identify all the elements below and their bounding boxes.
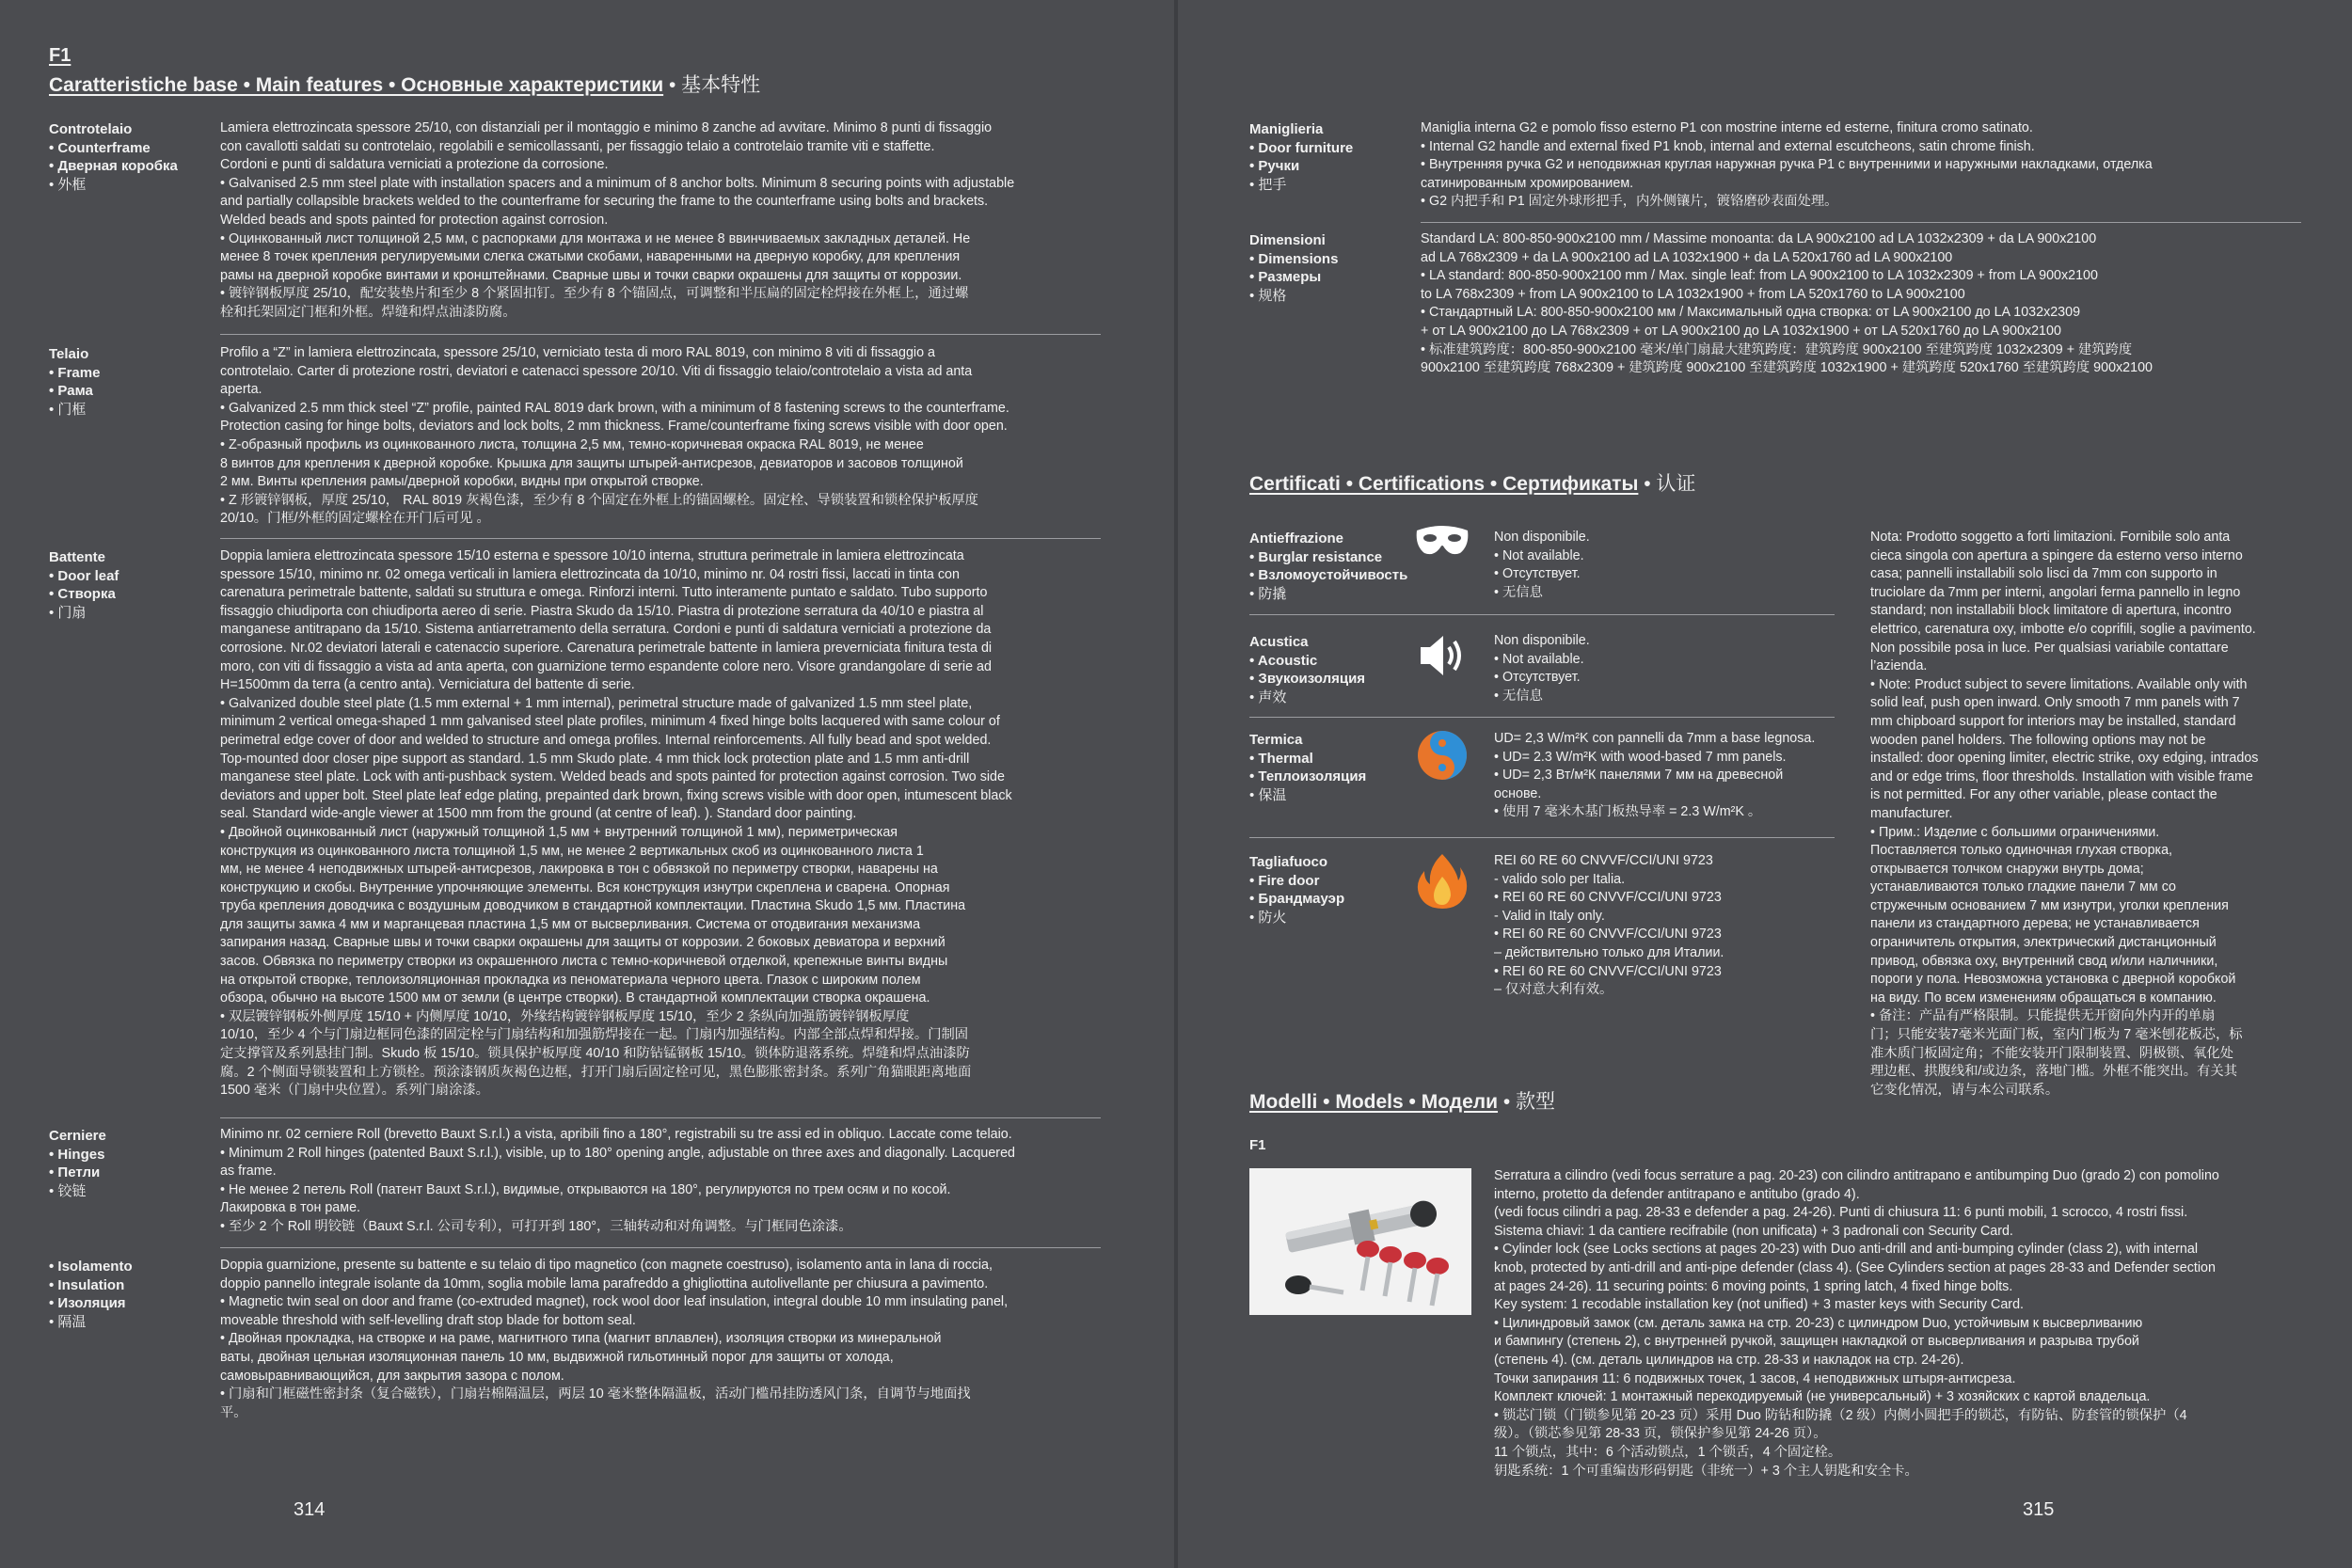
cert-text-acoustic <box>1494 632 1851 705</box>
section-label-frame <box>49 345 100 419</box>
text-line: manganese steel plate. Lock with anti-pushback system. Welded beads and spots painted for protection against corrosion. Two side <box>220 769 1005 785</box>
text-line: spessore 15/10, minimo nr. 02 omega verticali in lamiera elettrozincata da 10/10, minimo nr. 04 rostri fissi, laccati in tinta con <box>220 566 960 582</box>
main-features-title-cn: • 基本特性 <box>668 74 761 96</box>
section-text-frame <box>220 344 1161 529</box>
text-line: Cordoni e punti di saldatura verniciati a protezione da corrosione. <box>220 157 609 173</box>
text-line: Profilo a “Z” in lamiera elettrozincata, spessore 25/10, verniciato testa di moro RAL 8019, con minimo 8 viti di fissaggio a <box>220 345 935 360</box>
text-line: Standard LA: 800-850-900x2100 mm / Massime monoanta: da LA 900x2100 ad LA 1032x2309 + da LA 900x2100 <box>1421 231 2097 246</box>
section-label-counterframe <box>49 120 178 194</box>
label-line: Antieffrazione <box>1249 531 1344 546</box>
text-line: для защиты замка 4 мм и марганцевая пластина 1,5 мм от высверливания. Система от отодвигания механизма <box>220 916 921 932</box>
text-line: casa; pannelli installabili solo lisci da 7mm con supporto in <box>1870 566 2217 582</box>
thermal-swirl-icon <box>1413 726 1471 784</box>
divider <box>1249 717 1835 718</box>
label-line: Acustica <box>1249 634 1309 650</box>
text-line: Protection casing for hinge bolts, deviators and lock bolts, 2 mm thickness. Frame/counterframe fixing screws visible with door open. <box>220 419 1008 435</box>
text-line: Serratura a cilindro (vedi focus serrature a pag. 20-23) con cilindro antitrapano e antibumping Duo (grado 2) con pomolino <box>1494 1168 2219 1183</box>
divider <box>220 1247 1101 1248</box>
text-line: Non disponibile. <box>1494 530 1590 545</box>
text-line: • 无信息 <box>1494 584 1543 600</box>
main-features-title <box>49 70 760 98</box>
section-label-insulation <box>49 1258 133 1331</box>
text-line: • 标准建筑跨度：800-850-900x2100 毫米/单门扇最大建筑跨度：建筑跨度 900x2100 至建筑跨度 1032x2309 + 建筑跨度 <box>1421 341 2133 357</box>
text-line: 腐。2 个侧面导锁装置和上方锁栓。预涂漆钢质灰褐色边框，打开门扇后固定栓可见，黑色膨胀密封条。系列广角猫眼距离地面 <box>220 1064 972 1080</box>
label-line: Tagliafuoco <box>1249 854 1328 870</box>
label-line: • Теплоизоляция <box>1249 768 1367 784</box>
label-line: • 门框 <box>49 401 87 418</box>
page-number: 314 <box>294 1499 326 1520</box>
text-line: на виду. По всем изменениям обращаться в компанию. <box>1870 990 2217 1006</box>
section-label-dimensions <box>1249 231 1338 305</box>
text-line: пороги у пола. Невозможна установка с дверной коробкой <box>1870 972 2236 988</box>
text-line: 8 винтов для крепления к дверной коробке. Крышка для защиты штырей-антисрезов, девиаторов и засовов толщиной <box>220 455 963 471</box>
text-line: • Galvanised 2.5 mm steel plate with installation spacers and a minimum of 8 anchor bolts. Minimum 8 securing points with adjustable <box>220 175 1015 191</box>
text-line: carenatura perimetrale battente, saldati su struttura e omega. Rinforzi interni. Tutto interamente puntato e saldato. Tubo supporto <box>220 585 988 601</box>
section-text-insulation <box>220 1257 1161 1422</box>
text-line: Welded beads and spots painted for protection against corrosion. <box>220 212 609 228</box>
text-line: • UD= 2,3 Вт/м²К панелями 7 мм на древесной <box>1494 768 1784 784</box>
text-line: manganese antitrapano da 15/10. Sistema antiarretramento della serratura. Cordoni e punti di saldatura verniciati a protezione da <box>220 622 992 638</box>
label-line: Dimensioni <box>1249 232 1326 248</box>
text-line: as frame. <box>220 1164 277 1180</box>
text-line: (степень 4). (см. деталь цилиндров на стр. 28-33 и накладок на стр. 24-26). <box>1494 1352 1964 1368</box>
text-line: • 锁芯门锁（门锁参见第 20-23 页）采用 Duo 防钻和防撬（2 级）内侧小圆把手的锁芯，有防钻、防套管的锁保护（4 <box>1494 1407 2187 1423</box>
label-line: • 防撬 <box>1249 585 1287 602</box>
text-line: - Valid in Italy only. <box>1494 908 1605 924</box>
text-line: • Стандартный LA: 800-850-900x2100 мм / Максимальный одна створка: от LA 900x2100 до LA 1032x2309 <box>1421 305 2081 321</box>
mask-icon <box>1413 514 1471 572</box>
text-line: knob, protected by anti-drill and anti-pipe defender (class 4). (See Cylinders section at pages 28-33 and Defender section <box>1494 1259 2216 1275</box>
text-line: • Не менее 2 петель Roll (патент Bauxt S.r.l.), видимые, открываются на 180°, регулируются по трем осям и по косой. <box>220 1181 951 1197</box>
label-line: • Burglar resistance <box>1249 548 1383 565</box>
text-line: • Cylinder lock (see Locks sections at pages 20-23) with Duo anti-drill and anti-bumping cylinder (class 2), with internal <box>1494 1242 2198 1258</box>
text-line: засов. Обвязка по периметру створки из окрашенного листа с темно-коричневой отделкой, крепежные винты видны <box>220 954 948 970</box>
text-line: • 无信息 <box>1494 688 1543 704</box>
text-line: elettrico, carenatura oxy, imbotte e/o coprifili, soglie a pavimento. <box>1870 621 2256 637</box>
text-line: • Прим.: Изделие с большими ограничениями. <box>1870 824 2160 840</box>
text-line: – 仅对意大利有效。 <box>1494 982 1613 998</box>
text-line: solid leaf, push open inward. Only smooth 7 mm panels with 7 <box>1870 695 2240 711</box>
label-line: • Изоляция <box>49 1295 126 1311</box>
text-line: 理边框、拱腹线和/或边条，落地门槛。外框不能突出。有关其 <box>1870 1064 2237 1080</box>
label-line: • Fire door <box>1249 872 1320 889</box>
text-line: • Двойной оцинкованный лист (наружный толщиной 1,5 мм + внутренний толщиной 1 мм), периметрическая <box>220 824 898 840</box>
certifications-title-cn: • 认证 <box>1644 473 1696 495</box>
section-text-door-furniture <box>1421 119 2343 212</box>
cert-text-thermal <box>1494 730 1851 822</box>
divider <box>220 334 1101 335</box>
text-line: installed: door opening limiter, electric strike, oxy edging, intrados <box>1870 751 2259 767</box>
text-line: • Internal G2 handle and external fixed P1 knob, internal and external escutcheons, satin chrome finish. <box>1421 138 2035 154</box>
text-line: • REI 60 RE 60 CNVVF/CCI/UNI 9723 <box>1494 963 1722 979</box>
text-line: and or edge trims, floor thresholds. Installation with visible frame <box>1870 768 2253 784</box>
right-page <box>1178 0 2352 1568</box>
label-line: • Dimensions <box>1249 250 1339 267</box>
text-line: • 备注：产品有严格限制。只能提供无开窗向外内开的单扇 <box>1870 1008 2216 1024</box>
product-code: F1 <box>49 45 72 66</box>
text-line: и бампингу (степень 2), с внутренней ручкой, защищен накладкой от высверливания и разрыва трубой <box>1494 1334 2139 1350</box>
text-line: 级）。（锁芯参见第 28-33 页，锁保护参见第 24-26 页）。 <box>1494 1426 1827 1442</box>
text-line: 平。 <box>220 1404 247 1420</box>
label-line: • 隔温 <box>49 1313 87 1330</box>
text-line: • Galvanized double steel plate (1.5 mm external + 1 mm internal), perimetral structure made of galvanized 1.5 mm steel plate, <box>220 695 973 711</box>
text-line: сатинированным хромированием. <box>1421 175 1634 191</box>
label-line: • Петли <box>49 1164 101 1180</box>
certifications-title <box>1249 468 1695 497</box>
text-line: (vedi focus cilindri a pag. 28-33 e defender a pag. 24-26). Punti di chiusura 11: 6 punti mobili, 1 scrocco, 4 rostri fissi. <box>1494 1205 2188 1221</box>
text-line: • Z-образный профиль из оцинкованного листа, толщина 2,5 мм, темно-коричневая окраска RAL 8019, не менее <box>220 436 924 452</box>
label-line: Termica <box>1249 732 1303 748</box>
text-line: • 至少 2 个 Roll 明铰链（Bauxt S.r.l. 公司专利），可打开到 180°，三轴转动和对角调整。与门框同色涂漆。 <box>220 1218 852 1234</box>
label-line: • Ручки <box>1249 158 1300 174</box>
text-line: стружечным основанием 7 мм изнутри, уголки крепления <box>1870 897 2229 913</box>
text-line: • LA standard: 800-850-900x2100 mm / Max. single leaf: from LA 900x2100 to LA 1032x2309 + from LA 900x2100 <box>1421 268 2098 284</box>
page-number: 315 <box>2023 1499 2055 1520</box>
text-line: • 镀锌钢板厚度 25/10，配安装垫片和至少 8 个紧固扣钉。至少有 8 个锚固点，可调整和半压扁的固定栓焊接在外框上，通过螺 <box>220 286 969 302</box>
text-line: • Z 形镀锌钢板，厚度 25/10， RAL 8019 灰褐色漆，至少有 8 个固定在外框上的锚固螺栓。固定栓、导锁装置和锁栓保护板厚度 <box>220 492 978 508</box>
label-line: • 保温 <box>1249 786 1287 803</box>
text-line: REI 60 RE 60 CNVVF/CCI/UNI 9723 <box>1494 853 1713 868</box>
text-line: wooden panel holders. The following options may not be <box>1870 732 2206 748</box>
divider <box>1421 222 2301 223</box>
text-line: deviators and upper bolt. Steel plate leaf edge plating, prepainted dark brown, fixing screws visible with door open, intumescent black <box>220 787 1012 803</box>
label-line: • Frame <box>49 364 101 381</box>
flame-icon <box>1413 852 1471 911</box>
text-line: Non disponibile. <box>1494 633 1590 648</box>
label-line: • Рама <box>49 383 93 399</box>
text-line: manufacturer. <box>1870 805 1953 821</box>
text-line: perimetral edge cover of door and welded to structure and omega profiles. Internal reinforcements. All fully bead and spot welded. <box>220 732 992 748</box>
divider <box>1249 614 1835 615</box>
text-line: 20/10。门框/外框的固定螺栓在开门后可见 。 <box>220 511 490 527</box>
models-title-text: Modelli • Models • Модели <box>1249 1091 1499 1113</box>
text-line: 钥匙系统：1 个可重编齿形码钥匙（非统一）+ 3 个主人钥匙和安全卡。 <box>1494 1463 1918 1479</box>
text-line: l’azienda. <box>1870 658 1928 674</box>
text-line: 它变化情况，请与本公司联系。 <box>1870 1082 2059 1098</box>
model-code: F1 <box>1249 1137 1266 1153</box>
cert-text-burglar <box>1494 529 1851 602</box>
text-line: основе. <box>1494 785 1542 801</box>
models-title <box>1249 1086 1555 1115</box>
text-line: привод, обвязка оху, внутренний свод и/или наличники, <box>1870 953 2218 969</box>
label-line: • 门扇 <box>49 604 87 621</box>
text-line: • Отсутствует. <box>1494 566 1581 582</box>
section-label-hinges <box>49 1127 106 1200</box>
label-line: • Звукоизоляция <box>1249 671 1366 687</box>
text-line: панели из стандартного дерева; не устанавливается <box>1870 916 2200 932</box>
label-line: Telaio <box>49 346 89 362</box>
text-line: • REI 60 RE 60 CNVVF/CCI/UNI 9723 <box>1494 927 1722 942</box>
text-line: менее 8 точек крепления регулируемыми слегка сжатыми скобами, наваренными на дверную коробку, для крепления <box>220 249 961 265</box>
text-line: doppio pannello integrale isolante da 10mm, soglia mobile lama parafreddo a ghigliottina autolivellante per chiusura a pavimento. <box>220 1275 989 1291</box>
label-line: • Thermal <box>1249 750 1313 767</box>
text-line: Top-mounted door closer pipe support as standard. 1.5 mm Skudo plate. 4 mm thick lock protection plate and 1.5 mm anti-drill <box>220 751 970 767</box>
text-line: • Отсутствует. <box>1494 670 1581 686</box>
note-text <box>1870 529 2341 1100</box>
label-line: • Acoustic <box>1249 652 1318 669</box>
text-line: Minimo nr. 02 cerniere Roll (brevetto Bauxt S.r.l.) a vista, apribili fino a 180°, registrabili su tre assi ed in obliquo. Laccate come telaio. <box>220 1127 1012 1142</box>
section-text-door-leaf <box>220 547 1161 1101</box>
text-line: Комплект ключей: 1 монтажный перекодируемый (не универсальный) + 3 хозяйских с картой владельца. <box>1494 1389 2151 1405</box>
label-line: Cerniere <box>49 1128 106 1144</box>
divider <box>220 1117 1101 1118</box>
label-line: • Размеры <box>1249 269 1322 285</box>
label-line: Battente <box>49 549 106 565</box>
text-line: at pages 24-26). 11 securing points: 6 moving points, 1 spring latch, 4 fixed hinge bolts. <box>1494 1278 2013 1294</box>
text-line: 栓和托架固定门框和外框。焊缝和焊点油漆防腐。 <box>220 304 516 320</box>
text-line: interno, protetto da defender antitrapano e antitubo (grado 4). <box>1494 1186 1860 1202</box>
cert-label-acoustic <box>1249 633 1365 706</box>
certifications-title-text: Certificati • Certifications • Сертификаты <box>1249 473 1639 495</box>
text-line: конструкцию и скобы. Внутренние упрочняющие элементы. Вся конструкция изнутри скреплена и сварена. Опорная <box>220 879 950 895</box>
text-line: Точки запирания 11: 6 подвижных точек, 1 засов, 4 неподвижных штыря-антисреза. <box>1494 1370 2016 1386</box>
label-line: • Counterframe <box>49 139 151 156</box>
label-line: • Door leaf <box>49 567 119 584</box>
label-line: • 规格 <box>1249 287 1287 304</box>
text-line: ограничитель открытия, электрический дистанционный <box>1870 935 2217 951</box>
text-line: Лакировка в тон раме. <box>220 1200 360 1216</box>
text-line: • 使用 7 毫米木基门板热导率 = 2.3 W/m²K 。 <box>1494 804 1762 820</box>
text-line: is not permitted. For any other variable, please contact the <box>1870 787 2217 803</box>
text-line: moveable threshold with self-levelling draft stop blade for bottom seal. <box>220 1312 636 1328</box>
models-title-cn: • 款型 <box>1502 1091 1556 1113</box>
main-features-title-text: Caratteristiche base • Main features • Основные характеристики <box>49 74 664 96</box>
text-line: to LA 768x2309 + from LA 900x2100 to LA 1032x1900 + from LA 520x1760 to LA 900x2100 <box>1421 286 1965 302</box>
label-line: • 铰链 <box>49 1182 87 1199</box>
text-line: • Galvanized 2.5 mm thick steel “Z” profile, painted RAL 8019 dark brown, with a minimum of 8 fastening screws to the counterframe. <box>220 400 1009 416</box>
text-line: minimum 2 vertical omega-shaped 1 mm galvanised steel plate profiles, minimum 4 fixed hinge bolts lacquered with same colour of <box>220 714 1000 730</box>
text-line: • Note: Product subject to severe limitations. Available only with <box>1870 676 2248 692</box>
label-line: • 把手 <box>1249 176 1287 193</box>
label-line: • Дверная коробка <box>49 158 178 174</box>
text-line: Key system: 1 recodable installation key (not unified) + 3 master keys with Security Card. <box>1494 1297 2024 1313</box>
label-line: • 声效 <box>1249 689 1287 705</box>
label-line: • Door furniture <box>1249 139 1354 156</box>
text-line: • 双层镀锌钢板外侧厚度 15/10 + 内侧厚度 10/10，外缘结构镀锌钢板厚度 15/10，至少 2 条纵向加强筋镀锌钢板厚度 <box>220 1008 910 1024</box>
text-line: corrosione. Nr.02 deviatori laterali e catenaccio superiore. Carenatura perimetrale battente in lamiera preverniciata finitura testa di <box>220 640 993 656</box>
text-line: • Not available. <box>1494 651 1584 667</box>
text-line: controtelaio. Carter di protezione rostri, deviatori e catenacci spessore 20/10. Viti di fissaggio telaio/controtelaio a vista ad anta <box>220 363 973 379</box>
text-line: seal. Standard wide-angle viewer at 1500 mm from the ground (at centre of leaf). ). Standard door painting. <box>220 806 857 822</box>
text-line: Nota: Prodotto soggetto a forti limitazioni. Fornibile solo anta <box>1870 530 2231 545</box>
text-line: • Magnetic twin seal on door and frame (co-extruded magnet), rock wool door leaf insulation, integral double 10 mm insulating panel, <box>220 1294 1009 1310</box>
label-line: • Створка <box>49 586 116 602</box>
text-line: • REI 60 RE 60 CNVVF/CCI/UNI 9723 <box>1494 890 1722 906</box>
text-line: and partially collapsible brackets welded to the counterframe for securing the frame to the counterframe using bolts and brackets. <box>220 194 989 210</box>
text-line: • Minimum 2 Roll hinges (patented Bauxt S.r.l.), visible, up to 180° opening angle, adjustable on three axes and diagonally. Lacquered <box>220 1145 1015 1161</box>
section-text-counterframe <box>220 119 1161 323</box>
text-line: рамы на дверной коробке винтами и кронштейнами. Сварные швы и точки сварки окрашены для защиты от коррозии. <box>220 267 962 283</box>
text-line: • Not available. <box>1494 547 1584 563</box>
text-line: H=1500mm da terra (a centro anta). Verniciatura del battente di serie. <box>220 677 635 693</box>
section-text-dimensions <box>1421 230 2343 378</box>
text-line: fissaggio chiudiporta con chiudiporta aereo di serie. Piastra Skudo da 15/10. Piastra di protezione serratura da 40/10 e piastra al <box>220 603 984 619</box>
label-line: • Insulation <box>49 1276 125 1293</box>
text-line: ad LA 768x2309 + da LA 900x2100 ad LA 1032x1900 + da LA 520x1760 ad LA 900x2100 <box>1421 249 1953 265</box>
text-line: 900x2100 至建筑跨度 768x2309 + 建筑跨度 900x2100 至建筑跨度 1032x1900 + 建筑跨度 520x1760 至建筑跨度 900x2100 <box>1421 360 2153 376</box>
text-line: + от LA 900x2100 до LA 768x2309 + от LA 900x2100 до LA 1032x1900 + от LA 520x1760 до LA 900x2100 <box>1421 323 2061 339</box>
text-line: 2 мм. Винты крепления рамы/дверной коробки, видны при открытой створке. <box>220 474 704 490</box>
text-line: 准木质门板固定角；不能安装开门限制装置、阴极锁、氧化处 <box>1870 1045 2234 1061</box>
label-line: • 防火 <box>1249 909 1287 926</box>
text-line: 1500 毫米（门扇中央位置）。系列门扇涂漆。 <box>220 1083 489 1099</box>
left-page <box>0 0 1174 1568</box>
text-line: • Внутренняя ручка G2 и неподвижная круглая наружная ручка P1 с внутренними и наружными накладками, отделка <box>1421 157 2153 173</box>
cert-label-burglar <box>1249 530 1407 603</box>
section-label-door-furniture <box>1249 120 1353 194</box>
section-text-hinges <box>220 1126 1161 1237</box>
text-line: устанавливаются только гладкие панели 7 мм со <box>1870 879 2176 895</box>
text-line: самовыравнивающийся, для закрытия зазора с полом. <box>220 1368 564 1384</box>
label-line: • Взломоустойчивость <box>1249 567 1408 583</box>
text-line: aperta. <box>220 382 262 398</box>
cert-label-fire <box>1249 853 1344 927</box>
text-line: Doppia lamiera elettrozincata spessore 15/10 esterna e spessore 10/10 interna, struttura perimetrale in lamiera elettrozincata <box>220 548 964 563</box>
text-line: мм, не менее 4 неподвижных штырей-антисрезов, лакировка в тон с обвязкой по периметру створки, наварены на <box>220 862 938 878</box>
text-line: на открытой створке, теплоизоляционная прокладка из пеноматериала черного цвета. Глазок с широким полем <box>220 972 921 988</box>
text-line: cieca singola con apertura a spingere da esterno verso interno <box>1870 547 2243 563</box>
text-line: mm chipboard support for interiors may be installed, standard <box>1870 713 2236 729</box>
divider <box>220 538 1101 539</box>
cert-text-fire <box>1494 852 1851 1000</box>
label-line: • Hinges <box>49 1146 105 1163</box>
text-line: standard; non installabili block limitatore di apertura, incontro <box>1870 603 2232 619</box>
cert-label-thermal <box>1249 731 1366 804</box>
cylinder-lock-keys-image <box>1249 1168 1471 1315</box>
text-line: moro, con viti di fissaggio a vista ad anta aperta, con guarnizione termo espandente colore nero. Visore grandangolare di serie ad <box>220 658 992 674</box>
label-line: • Брандмауэр <box>1249 891 1345 907</box>
text-line: – действительно только для Италии. <box>1494 944 1724 960</box>
label-line: Maniglieria <box>1249 121 1324 137</box>
text-line: конструкция из оцинкованного листа толщиной 1,5 мм, не менее 2 вертикальных скоб из оцинкованного листа 1 <box>220 843 924 859</box>
text-line: 门；只能安装7毫米光面门板，室内门板为 7 毫米刨花板芯，标 <box>1870 1027 2243 1043</box>
text-line: • UD= 2.3 W/m²K with wood-based 7 mm panels. <box>1494 749 1787 765</box>
speaker-icon <box>1415 626 1473 685</box>
label-line: • 外框 <box>49 176 87 193</box>
text-line: ваты, двойная цельная изоляционная панель 10 мм, выдвижной гильотинный порог для защиты от холода, <box>220 1349 894 1365</box>
text-line: - valido solo per Italia. <box>1494 871 1626 887</box>
text-line: Lamiera elettrozincata spessore 25/10, con distanziali per il montaggio e minimo 8 zanche ad avvitare. Minimo 8 punti di fissaggio <box>220 120 993 135</box>
text-line: Maniglia interna G2 e pomolo fisso esterno P1 con mostrine interne ed esterne, finitura cromo satinato. <box>1421 120 2033 135</box>
text-line: UD= 2,3 W/m²K con pannelli da 7mm a base legnosa. <box>1494 731 1816 746</box>
text-line: Doppia guarnizione, presente su battente e su telaio di tipo magnetico (con magnete coestruso), isolamento anta in lana di roccia, <box>220 1258 993 1273</box>
text-line: • 门扇和门框磁性密封条（复合磁铁），门扇岩棉隔温层，两层 10 毫米整体隔温板，活动门槛吊挂防透风门条，自调节与地面找 <box>220 1386 971 1402</box>
text-line: обзора, обычно на высоте 1500 мм от земли (в центре створки). В стандартной комплектации створка окрашена. <box>220 990 930 1006</box>
text-line: запирания назад. Сварные швы и точки сварки окрашены для защиты от коррозии. 2 боковых девиатора и верхний <box>220 935 946 951</box>
text-line: truciolare da 7mm per interni, angolari ferma pannello in legno <box>1870 584 2241 600</box>
text-line: 11 个锁点，其中：6 个活动锁点，1 个锁舌，4 个固定栓。 <box>1494 1444 1842 1460</box>
text-line: 定支撑管及系列悬挂门制。Skudo 板 15/10。锁具保护板厚度 40/10 和防钻锰钢板 15/10。锁体防退落系统。焊缝和焊点油漆防 <box>220 1046 970 1062</box>
text-line: открывается толчком снаружи внутрь дома; <box>1870 861 2144 877</box>
text-line: труба крепления доводчика с воздушным доводчиком в стандартной комплектации. Пластина Skudo 1,5 мм. Пластина <box>220 898 966 914</box>
text-line: Поставляется только одиночная глухая створка, <box>1870 843 2173 859</box>
text-line: • Цилиндровый замок (см. деталь замка на стр. 20-23) с цилиндром Duo, устойчивым к высверливанию <box>1494 1315 2143 1331</box>
text-line: con cavallotti saldati su controtelaio, regolabili e semicollassanti, per fissaggio telaio a controtelaio tramite viti e staffette. <box>220 138 935 154</box>
text-line: • Двойная прокладка, на створке и на раме, магнитного типа (магнит вплавлен), изоляция створки из минеральной <box>220 1331 942 1347</box>
section-label-door-leaf <box>49 548 119 622</box>
text-line: Non possibile posa in luce. Per qualsiasi variabile contattare <box>1870 640 2229 656</box>
divider <box>1249 837 1835 838</box>
label-line: • Isolamento <box>49 1259 133 1275</box>
text-line: Sistema chiavi: 1 da cantiere recifrabile (non unificata) + 3 padronali con Security Card. <box>1494 1223 2013 1239</box>
label-line: Controtelaio <box>49 121 133 137</box>
text-line: • G2 内把手和 P1 固定外球形把手，内外侧镶片，镀铬磨砂表面处理。 <box>1421 194 1838 210</box>
text-line: 10/10，至少 4 个与门扇边框同色漆的固定栓与门扇结构和加强筋焊接在一起。门扇内加强结构。内部全部点焊和焊接。门制固 <box>220 1027 969 1043</box>
text-line: • Оцинкованный лист толщиной 2,5 мм, с распорками для монтажа и не менее 8 ввинчиваемых закладных деталей. Не <box>220 230 971 246</box>
model-description <box>1494 1167 2341 1481</box>
